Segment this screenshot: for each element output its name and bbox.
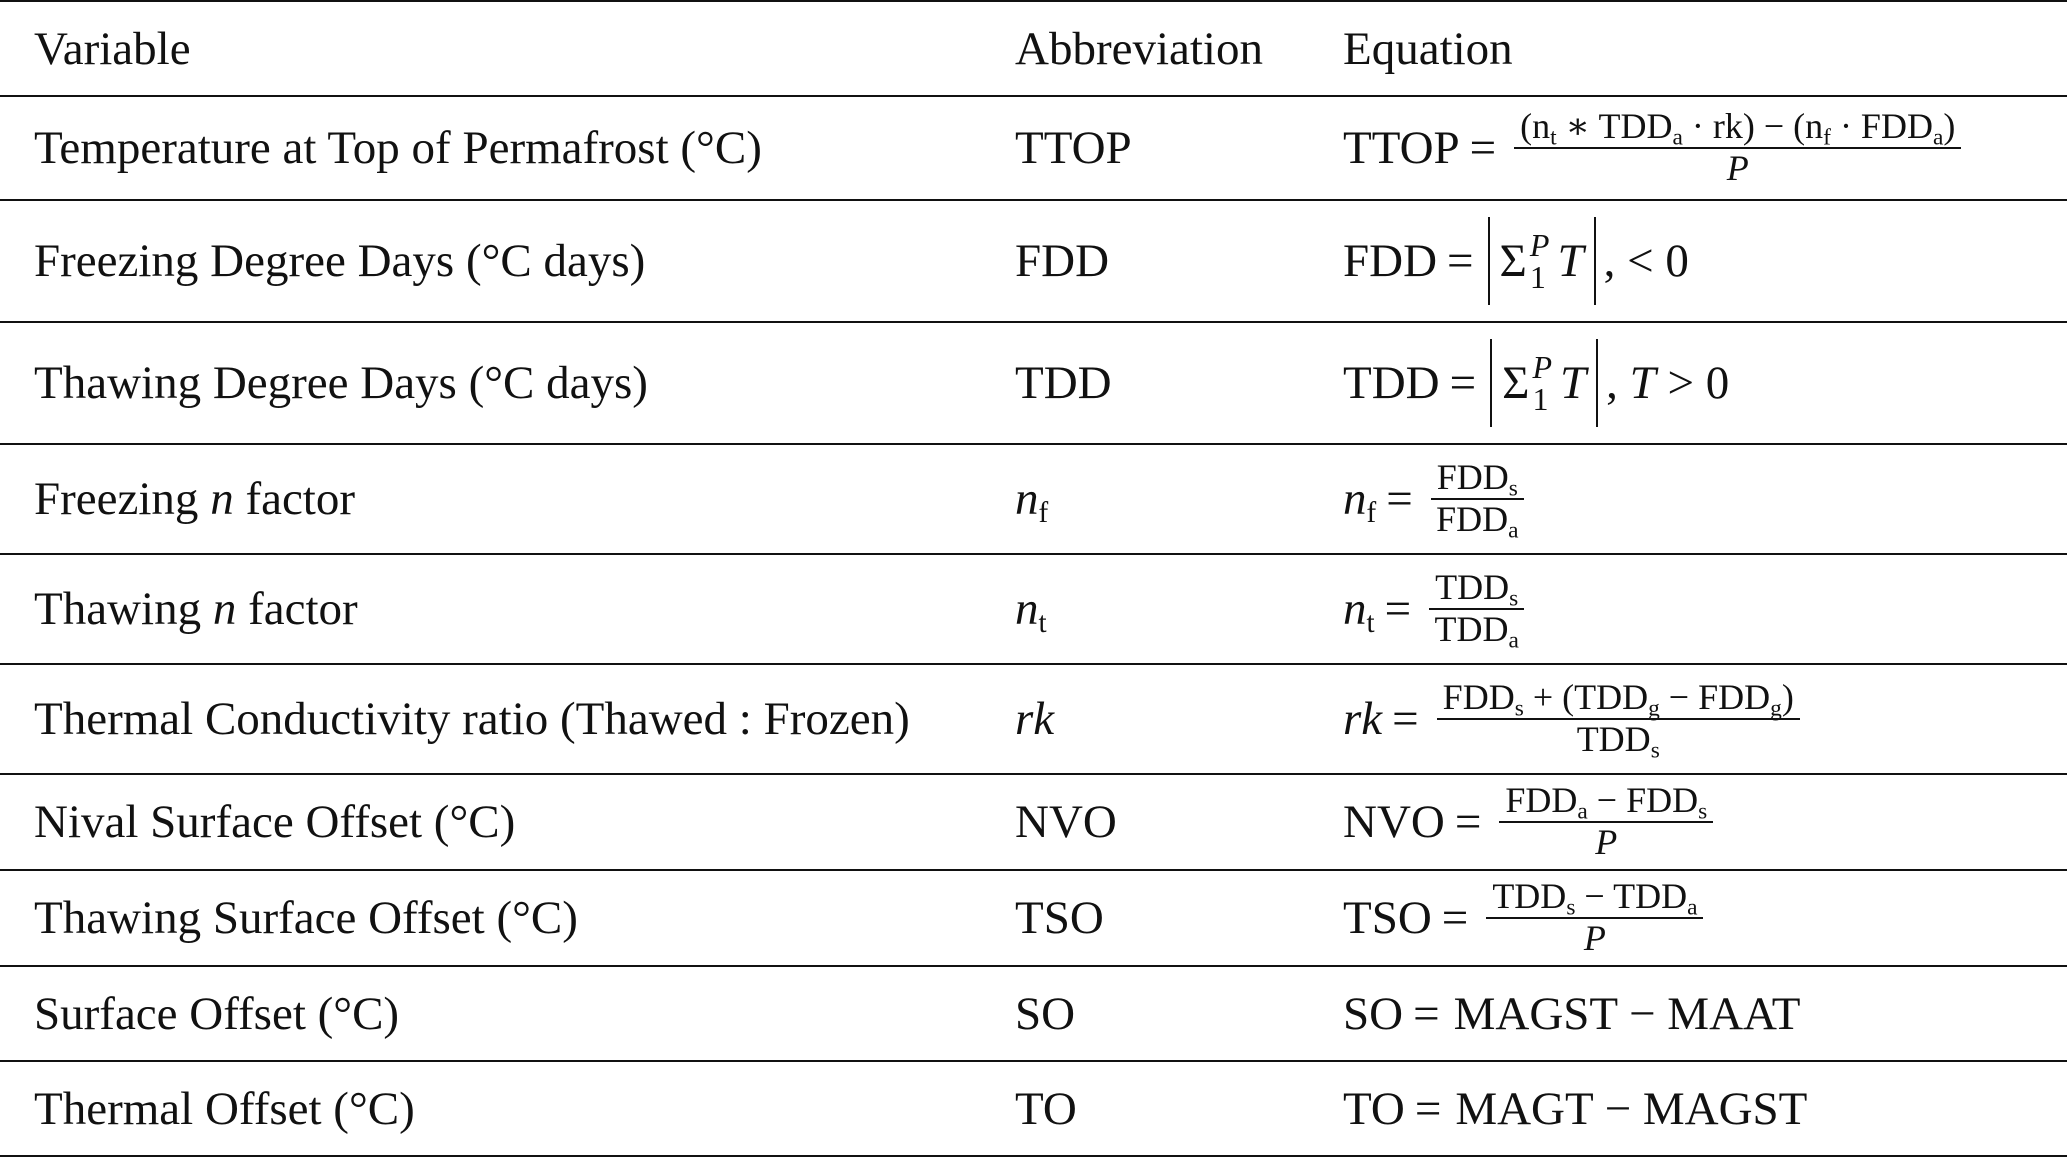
equation-cell — [1343, 774, 2067, 870]
table-row — [0, 322, 2067, 444]
abbreviation-symbol: n — [1015, 473, 1039, 525]
variable-text: factor — [233, 473, 356, 525]
equation — [1343, 782, 1713, 862]
num-subscript: a — [1672, 124, 1683, 151]
sum-symbol: Σ — [1502, 356, 1530, 409]
num-subscript: s — [1508, 475, 1518, 502]
variable-cell: Thermal Conductivity ratio (Thawed : Frozen) — [34, 693, 910, 745]
num-text: ) — [1943, 106, 1956, 147]
equals-sign: = — [1386, 472, 1413, 525]
equation — [1343, 1082, 1808, 1135]
equation-cell — [1343, 1061, 2067, 1156]
equation-cell — [1343, 200, 2067, 322]
absolute-value — [1488, 217, 1596, 305]
equation-rhs: MAGT − MAGST — [1455, 1082, 1808, 1135]
num-subscript: a — [1577, 798, 1588, 825]
equals-sign: = — [1441, 891, 1469, 944]
num-text: − FDD — [1587, 780, 1699, 821]
num-text: TDD — [1492, 876, 1567, 917]
numerator — [1429, 569, 1524, 610]
table-row — [0, 1061, 2067, 1156]
num-text: ) — [1781, 677, 1794, 718]
equation-lhs: TO — [1343, 1082, 1405, 1135]
sum-limits — [1530, 229, 1550, 293]
fraction — [1429, 567, 1524, 654]
den-text: TDD — [1576, 719, 1651, 759]
equation-lhs — [1343, 472, 1377, 529]
numerator — [1486, 878, 1703, 919]
numerator — [1499, 782, 1713, 823]
num-text: · rk) − (n — [1682, 106, 1824, 147]
abbreviation-cell: TDD — [1015, 357, 1112, 409]
num-text: TDD — [1435, 567, 1510, 608]
equals-sign: = — [1447, 234, 1474, 287]
equation — [1343, 677, 1800, 764]
num-subscript: s — [1509, 585, 1519, 612]
table-row — [0, 554, 2067, 664]
equation — [1343, 457, 1524, 544]
abbreviation-cell: FDD — [1015, 235, 1110, 287]
equation-lhs: rk — [1343, 692, 1383, 745]
denominator: P — [1726, 148, 1749, 188]
numerator — [1437, 679, 1800, 720]
num-subscript: f — [1823, 124, 1831, 151]
den-subscript: a — [1508, 627, 1519, 654]
sum-lower: 1 — [1532, 381, 1549, 417]
equation-lhs: TSO — [1343, 891, 1432, 944]
condition-rest: > 0 — [1655, 356, 1730, 409]
lhs-subscript: f — [1366, 496, 1377, 529]
sum-upper: P — [1532, 349, 1553, 385]
num-text: (n — [1520, 106, 1551, 147]
variable-cell: Surface Offset (°C) — [34, 987, 400, 1040]
num-subscript: g — [1770, 695, 1782, 722]
variable-text: factor — [236, 583, 358, 635]
variable-cell: Temperature at Top of Permafrost (°C) — [34, 122, 762, 174]
num-text: · FDD — [1830, 106, 1933, 147]
num-text: FDD — [1436, 457, 1509, 498]
header-equation: Equation — [1343, 22, 1513, 75]
fraction — [1486, 878, 1703, 958]
equation-lhs — [1343, 582, 1375, 639]
fraction — [1437, 677, 1800, 764]
abbreviation-cell — [1015, 664, 1343, 774]
lhs-subscript: t — [1366, 606, 1375, 639]
equation-lhs: TDD — [1343, 356, 1440, 409]
abbreviation-cell: TSO — [1015, 892, 1104, 944]
sum-limits — [1532, 351, 1552, 415]
lhs-symbol: n — [1343, 472, 1367, 525]
equation — [1343, 108, 1961, 188]
num-subscript: s — [1566, 894, 1576, 921]
condition-variable: T — [1629, 356, 1656, 409]
absolute-value — [1490, 339, 1598, 427]
header-abbreviation: Abbreviation — [1015, 22, 1263, 75]
table-row — [0, 96, 2067, 200]
den-text: FDD — [1436, 499, 1509, 539]
table-row — [0, 664, 2067, 774]
equation-cell — [1343, 554, 2067, 664]
den-subscript: s — [1650, 737, 1660, 764]
denominator — [1436, 499, 1519, 544]
variable-cell: Thawing Degree Days (°C days) — [34, 357, 648, 409]
equation — [1343, 878, 1703, 958]
variable-cell: Thermal Offset (°C) — [34, 1082, 415, 1135]
condition: , < 0 — [1603, 234, 1689, 287]
fraction — [1499, 782, 1713, 862]
equation-lhs: NVO — [1343, 795, 1445, 848]
denominator: P — [1583, 918, 1606, 958]
den-text: TDD — [1434, 609, 1509, 649]
sum-term: T — [1560, 356, 1587, 409]
sum-symbol: Σ — [1499, 234, 1527, 287]
equation-lhs: TTOP — [1343, 121, 1460, 174]
condition-separator: , — [1606, 356, 1630, 409]
abbreviation-cell: TTOP — [1015, 122, 1132, 174]
condition — [1606, 356, 1730, 409]
variable-symbol: n — [212, 583, 237, 635]
variable-cell: Freezing Degree Days (°C days) — [34, 235, 646, 287]
equals-sign: = — [1469, 121, 1497, 174]
equals-sign: = — [1384, 582, 1412, 635]
equation — [1343, 217, 1689, 305]
num-subscript: a — [1687, 894, 1698, 921]
abbreviation-cell — [1015, 444, 1343, 554]
sum-term: T — [1557, 234, 1584, 287]
abbreviation-cell: NVO — [1015, 796, 1117, 848]
den-subscript: a — [1508, 517, 1519, 544]
abbreviation-subscript: f — [1038, 497, 1049, 530]
num-text: FDD — [1505, 780, 1578, 821]
table-row — [0, 774, 2067, 870]
variable-cell: Thawing Surface Offset (°C) — [34, 892, 578, 944]
equals-sign: = — [1454, 795, 1482, 848]
num-subscript: s — [1514, 695, 1524, 722]
abbreviation-symbol: rk — [1015, 693, 1055, 745]
denominator: P — [1595, 822, 1618, 862]
equals-sign: = — [1392, 692, 1419, 745]
equation-lhs: SO — [1343, 987, 1404, 1040]
variable-symbol: n — [210, 473, 234, 525]
table-row — [0, 444, 2067, 554]
equation — [1343, 339, 1729, 427]
sum-upper: P — [1529, 227, 1550, 263]
num-subscript: g — [1648, 695, 1660, 722]
table-row — [0, 870, 2067, 966]
equals-sign: = — [1413, 987, 1440, 1040]
fraction — [1514, 108, 1961, 188]
header-row — [0, 1, 2067, 96]
abbreviation-cell: TO — [1015, 1082, 1077, 1135]
table-row — [0, 966, 2067, 1061]
num-text: − FDD — [1659, 677, 1771, 718]
numerator — [1514, 108, 1961, 149]
equals-sign: = — [1449, 356, 1477, 409]
num-text: − TDD — [1575, 876, 1688, 917]
variable-text: Freezing — [34, 473, 211, 525]
equation-lhs: FDD — [1343, 234, 1438, 287]
equals-sign: = — [1414, 1082, 1442, 1135]
equation — [1343, 567, 1524, 654]
equation-cell — [1343, 322, 2067, 444]
num-text: FDD — [1442, 677, 1515, 718]
table-row — [0, 200, 2067, 322]
num-text: + (TDD — [1523, 677, 1649, 718]
num-subscript: a — [1932, 124, 1944, 151]
sum-lower: 1 — [1529, 259, 1546, 295]
equation — [1343, 987, 1801, 1040]
abbreviation-cell — [1015, 554, 1343, 664]
num-subscript: s — [1698, 798, 1708, 825]
fraction — [1431, 457, 1524, 544]
equation-cell — [1343, 96, 2067, 200]
variable-cell: Nival Surface Offset (°C) — [34, 796, 516, 848]
denominator — [1576, 719, 1660, 764]
abbreviation-subscript: t — [1038, 607, 1047, 640]
denominator — [1434, 609, 1519, 654]
equation-rhs: MAGST − MAAT — [1453, 987, 1801, 1040]
lhs-symbol: n — [1343, 582, 1367, 635]
numerator — [1431, 459, 1524, 500]
equation-cell — [1343, 966, 2067, 1061]
variable-cell — [0, 554, 1015, 664]
header-variable: Variable — [34, 22, 191, 75]
num-subscript: t — [1550, 124, 1557, 151]
equation-cell — [1343, 444, 2067, 554]
variable-text: Thawing — [34, 583, 213, 635]
equation-cell — [1343, 664, 2067, 774]
abbreviation-cell: SO — [1015, 987, 1076, 1040]
variable-cell — [0, 444, 1015, 554]
equation-cell — [1343, 870, 2067, 966]
abbreviation-symbol: n — [1015, 583, 1039, 635]
num-text: ∗ TDD — [1556, 106, 1673, 147]
